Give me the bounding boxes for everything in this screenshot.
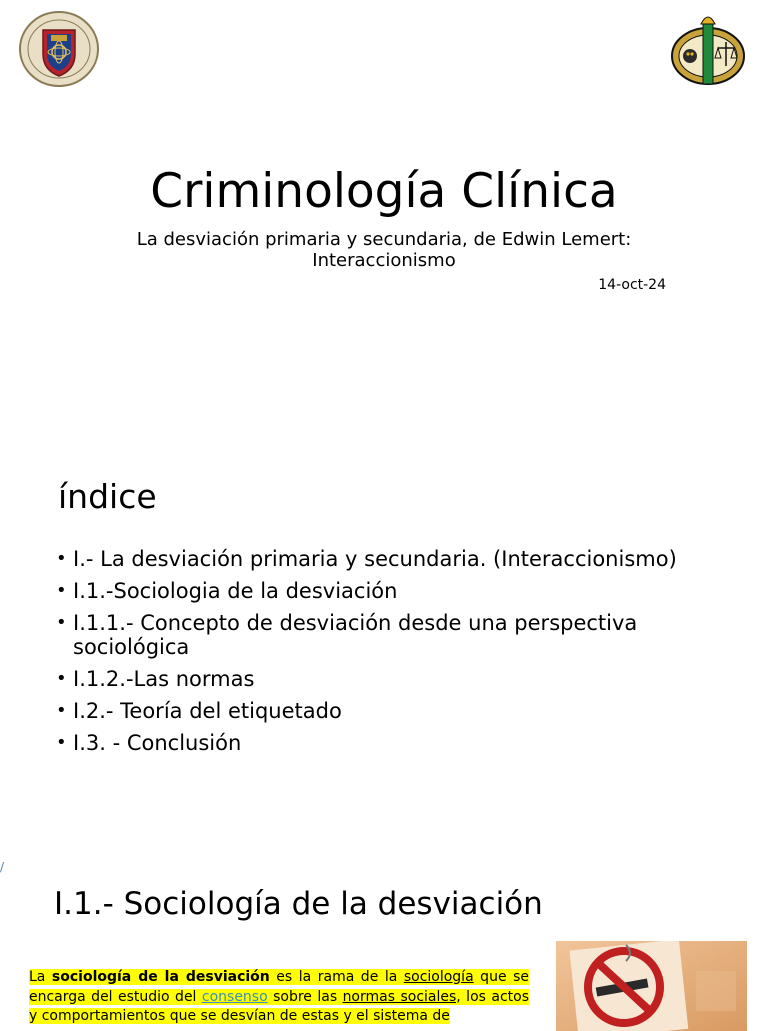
no-smoking-sign-image xyxy=(556,941,747,1031)
paragraph-text: La xyxy=(29,969,52,985)
index-item xyxy=(56,547,736,571)
index-item-label: I.3. - Conclusión xyxy=(73,731,242,755)
bullet-icon: • xyxy=(56,548,67,569)
paragraph-bold-text: sociología de la desviación xyxy=(51,969,270,985)
consenso-link[interactable]: consenso xyxy=(201,988,268,1005)
bullet-icon: • xyxy=(56,612,67,633)
index-item-label: I.2.- Teoría del etiquetado xyxy=(73,699,342,723)
paragraph-text: que se encarga del estudio del xyxy=(29,969,529,1005)
index-item xyxy=(56,611,736,659)
slide-subtitle: La desviación primaria y secundaria, de Edwin Lemert: Interaccionismo xyxy=(136,229,632,271)
paragraph-text: es la rama de la xyxy=(269,969,404,985)
faculty-emblem-icon xyxy=(668,10,748,88)
bullet-icon: • xyxy=(56,580,67,601)
body-paragraph xyxy=(29,968,529,1027)
section-heading: I.1.- Sociología de la desviación xyxy=(54,886,543,922)
paragraph-text: sobre las xyxy=(267,988,343,1005)
bullet-icon: • xyxy=(56,700,67,721)
index-item xyxy=(56,579,736,603)
index-item xyxy=(56,699,736,723)
sociologia-link[interactable]: sociología xyxy=(403,969,474,985)
slide-date: 14-oct-24 xyxy=(598,277,666,293)
bullet-icon: • xyxy=(56,732,67,753)
university-seal-icon xyxy=(18,10,100,88)
paragraph-text: , los actos y comportamientos que se desvían de estas y el sistema de xyxy=(29,988,529,1024)
index-item-label: I.1.1.- Concepto de desviación desde una perspectiva sociológica xyxy=(73,611,638,659)
edge-mark-icon: / xyxy=(0,860,5,874)
index-item-label: I.- La desviación primaria y secundaria. (Interaccionismo) xyxy=(73,547,677,571)
paragraph-bold-term xyxy=(52,969,270,985)
index-heading: índice xyxy=(58,477,157,516)
index-item xyxy=(56,667,736,691)
index-item xyxy=(56,731,736,755)
index-item-label: I.1.2.-Las normas xyxy=(73,667,255,691)
bullet-icon: • xyxy=(56,668,67,689)
slide-title: Criminología Clínica xyxy=(150,164,618,219)
index-item-label: I.1.-Sociologia de la desviación xyxy=(73,579,398,603)
index-list xyxy=(56,547,736,763)
normas-sociales-link[interactable]: normas sociales xyxy=(342,988,457,1005)
